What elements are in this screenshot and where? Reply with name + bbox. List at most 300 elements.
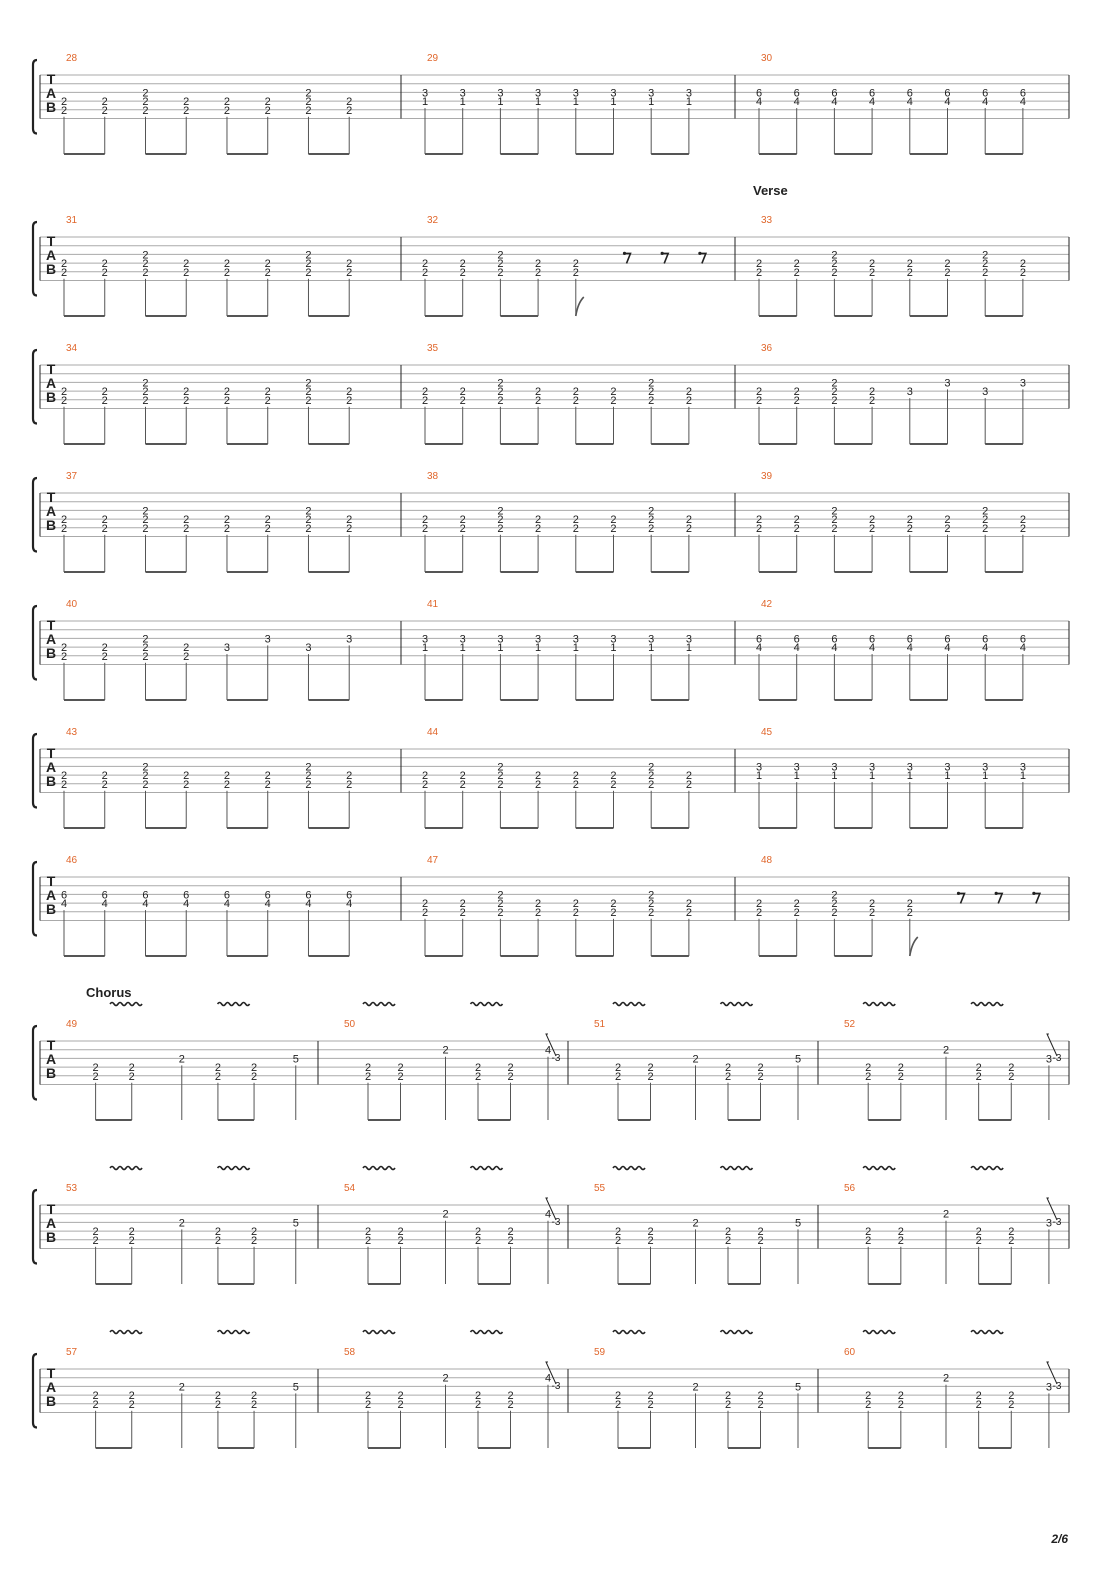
measure bbox=[344, 1003, 568, 1121]
fret-number: 2 bbox=[142, 249, 149, 262]
fret-number: 2 bbox=[214, 1070, 221, 1083]
measure bbox=[422, 599, 735, 700]
fret-number: 2 bbox=[223, 266, 231, 279]
fret-number: 2 bbox=[101, 96, 108, 109]
fret-number: 2 bbox=[757, 1390, 764, 1403]
fret-number: 2 bbox=[535, 394, 542, 407]
fret-number: 2 bbox=[982, 266, 989, 279]
fret-number: 2 bbox=[497, 394, 504, 407]
fret-number: 3 bbox=[535, 87, 542, 100]
fret-number: 2 bbox=[92, 1234, 99, 1247]
fret-number: 3 bbox=[685, 633, 692, 646]
fret-number: 2 bbox=[101, 522, 108, 535]
fret-number: 2 bbox=[535, 386, 542, 399]
fret-number: 2 bbox=[92, 1226, 99, 1239]
measure bbox=[756, 471, 1069, 572]
fret-number: 4 bbox=[944, 96, 951, 109]
fret-number: 2 bbox=[692, 1217, 699, 1230]
fret-number: 4 bbox=[869, 96, 876, 109]
fret-number: 2 bbox=[223, 514, 231, 527]
fret-number: 2 bbox=[757, 1398, 764, 1411]
fret-number: 1 bbox=[421, 642, 429, 655]
vibrato-mark bbox=[218, 1167, 250, 1170]
fret-number: 2 bbox=[535, 906, 542, 919]
fret-number: 2 bbox=[831, 386, 838, 399]
fret-number: 2 bbox=[906, 258, 913, 271]
measure-number: 31 bbox=[66, 215, 78, 226]
fret-number: 6 bbox=[869, 633, 876, 646]
fret-number: 2 bbox=[346, 394, 353, 407]
fret-number: 2 bbox=[497, 761, 504, 774]
vibrato-mark bbox=[471, 1331, 503, 1334]
tab-system bbox=[33, 1331, 1069, 1449]
tab-system bbox=[33, 599, 1069, 700]
measure-number: 55 bbox=[594, 1183, 606, 1194]
tab-system bbox=[33, 53, 1069, 154]
fret-number: 4 bbox=[982, 96, 989, 109]
system-bracket bbox=[33, 862, 37, 936]
vibrato-mark bbox=[110, 1331, 142, 1334]
fret-number: 2 bbox=[865, 1070, 872, 1083]
fret-number: 6 bbox=[982, 87, 989, 100]
fret-number: 2 bbox=[535, 522, 542, 535]
fret-number: 4 bbox=[1019, 96, 1026, 109]
fret-number: 6 bbox=[223, 889, 231, 902]
fret-number: 2 bbox=[685, 394, 692, 407]
fret-number: 2 bbox=[101, 770, 108, 783]
bend-value: -3 bbox=[551, 1217, 561, 1228]
fret-number: 2 bbox=[755, 258, 763, 271]
fret-number: 1 bbox=[1019, 770, 1026, 783]
fret-number: 2 bbox=[223, 778, 231, 791]
fret-number: 4 bbox=[793, 642, 800, 655]
fret-number: 1 bbox=[572, 96, 579, 109]
fret-number: 2 bbox=[178, 1053, 185, 1066]
fret-number: 2 bbox=[459, 906, 466, 919]
fret-number: 2 bbox=[250, 1062, 258, 1075]
tab-clef-letter: B bbox=[45, 1229, 57, 1245]
fret-number: 6 bbox=[305, 889, 312, 902]
fret-number: 6 bbox=[944, 633, 951, 646]
measure-number: 43 bbox=[66, 727, 78, 738]
fret-number: 2 bbox=[305, 770, 312, 783]
fret-number: 2 bbox=[610, 522, 617, 535]
fret-number: 4 bbox=[793, 96, 800, 109]
fret-number: 2 bbox=[305, 505, 312, 518]
fret-number: 3 bbox=[982, 761, 989, 774]
fret-number: 2 bbox=[346, 258, 353, 271]
fret-number: 2 bbox=[906, 514, 913, 527]
fret-number: 2 bbox=[346, 266, 353, 279]
tab-system bbox=[33, 727, 1069, 828]
vibrato-mark bbox=[971, 1167, 1003, 1170]
tab-system bbox=[33, 183, 1069, 316]
fret-number: 4 bbox=[544, 1208, 552, 1221]
measure-number: 44 bbox=[427, 727, 439, 738]
fret-number: 2 bbox=[831, 889, 838, 902]
fret-number: 2 bbox=[614, 1226, 622, 1239]
fret-number: 2 bbox=[60, 642, 68, 655]
tab-clef-letter: B bbox=[45, 389, 57, 405]
fret-number: 4 bbox=[264, 898, 271, 911]
system-bracket bbox=[33, 60, 37, 134]
fret-number: 2 bbox=[60, 96, 68, 109]
tab-clef-letter: T bbox=[46, 873, 56, 889]
fret-number: 3 bbox=[346, 633, 353, 646]
fret-number: 2 bbox=[60, 386, 68, 399]
fret-number: 2 bbox=[572, 778, 579, 791]
system-bracket bbox=[33, 1026, 37, 1100]
fret-number: 2 bbox=[250, 1390, 258, 1403]
fret-number: 2 bbox=[459, 778, 466, 791]
fret-number: 2 bbox=[497, 249, 504, 262]
fret-number: 2 bbox=[648, 778, 655, 791]
fret-number: 2 bbox=[1019, 266, 1026, 279]
measure bbox=[66, 1003, 318, 1121]
fret-number: 2 bbox=[183, 514, 190, 527]
fret-number: 2 bbox=[250, 1070, 258, 1083]
fret-number: 2 bbox=[724, 1398, 732, 1411]
fret-number: 2 bbox=[497, 514, 504, 527]
fret-number: 2 bbox=[755, 266, 763, 279]
tab-clef-letter: A bbox=[45, 887, 57, 903]
fret-number: 2 bbox=[648, 377, 655, 390]
fret-number: 2 bbox=[757, 1226, 764, 1239]
tab-system bbox=[33, 471, 1069, 572]
fret-number: 2 bbox=[101, 386, 108, 399]
fret-number: 2 bbox=[610, 386, 617, 399]
fret-number: 2 bbox=[183, 266, 190, 279]
fret-number: 2 bbox=[101, 266, 108, 279]
fret-number: 2 bbox=[264, 514, 271, 527]
fret-number: 2 bbox=[869, 258, 876, 271]
fret-number: 2 bbox=[757, 1070, 764, 1083]
fret-number: 2 bbox=[183, 642, 190, 655]
fret-number: 2 bbox=[975, 1070, 982, 1083]
fret-number: 2 bbox=[497, 906, 504, 919]
fret-number: 2 bbox=[614, 1234, 622, 1247]
fret-number: 2 bbox=[264, 258, 271, 271]
fret-number: 2 bbox=[942, 1372, 950, 1385]
fret-number: 2 bbox=[1019, 514, 1026, 527]
fret-number: 2 bbox=[92, 1070, 99, 1083]
fret-number: 2 bbox=[755, 386, 763, 399]
fret-number: 2 bbox=[305, 87, 312, 100]
fret-number: 2 bbox=[831, 249, 838, 262]
fret-number: 4 bbox=[142, 898, 149, 911]
measure bbox=[422, 727, 735, 828]
tab-clef-letter: B bbox=[45, 517, 57, 533]
fret-number: 2 bbox=[944, 514, 951, 527]
fret-number: 2 bbox=[142, 642, 149, 655]
fret-number: 2 bbox=[264, 770, 271, 783]
fret-number: 3 bbox=[1045, 1053, 1052, 1066]
fret-number: 2 bbox=[647, 1062, 654, 1075]
fret-number: 2 bbox=[474, 1062, 482, 1075]
fret-number: 2 bbox=[572, 906, 579, 919]
fret-number: 2 bbox=[305, 104, 312, 117]
measure bbox=[756, 599, 1069, 700]
fret-number: 2 bbox=[942, 1208, 950, 1221]
fret-number: 6 bbox=[264, 889, 271, 902]
measure bbox=[61, 727, 401, 828]
fret-number: 3 bbox=[459, 633, 466, 646]
tab-clef-letter: A bbox=[45, 1379, 57, 1395]
fret-number: 2 bbox=[142, 761, 149, 774]
fret-number: 2 bbox=[648, 770, 655, 783]
fret-number: 2 bbox=[610, 906, 617, 919]
fret-number: 2 bbox=[264, 778, 271, 791]
tab-clef-letter: A bbox=[45, 1215, 57, 1231]
fret-number: 6 bbox=[906, 633, 913, 646]
measure-number: 40 bbox=[66, 599, 78, 610]
fret-number: 6 bbox=[346, 889, 353, 902]
fret-number: 6 bbox=[982, 633, 989, 646]
fret-number: 3 bbox=[1019, 377, 1026, 390]
fret-number: 2 bbox=[942, 1044, 950, 1057]
fret-number: 6 bbox=[60, 889, 68, 902]
fret-number: 2 bbox=[507, 1226, 514, 1239]
fret-number: 2 bbox=[364, 1398, 372, 1411]
fret-number: 3 bbox=[421, 633, 429, 646]
fret-number: 2 bbox=[869, 522, 876, 535]
fret-number: 2 bbox=[1008, 1398, 1015, 1411]
measure bbox=[61, 855, 401, 956]
fret-number: 2 bbox=[507, 1390, 514, 1403]
fret-number: 2 bbox=[535, 266, 542, 279]
tab-clef-letter: A bbox=[45, 85, 57, 101]
fret-number: 4 bbox=[944, 642, 951, 655]
fret-number: 2 bbox=[944, 258, 951, 271]
fret-number: 1 bbox=[421, 96, 429, 109]
measure bbox=[422, 855, 735, 956]
vibrato-mark bbox=[863, 1167, 895, 1170]
fret-number: 2 bbox=[459, 514, 466, 527]
fret-number: 2 bbox=[142, 394, 149, 407]
fret-number: 6 bbox=[142, 889, 149, 902]
measure bbox=[422, 343, 735, 444]
measure-number: 48 bbox=[761, 855, 773, 866]
fret-number: 4 bbox=[183, 898, 190, 911]
fret-number: 2 bbox=[572, 266, 579, 279]
fret-number: 2 bbox=[101, 514, 108, 527]
fret-number: 2 bbox=[982, 522, 989, 535]
tab-clef-letter: B bbox=[45, 99, 57, 115]
tab-clef-letter: T bbox=[46, 71, 56, 87]
fret-number: 2 bbox=[142, 96, 149, 109]
vibrato-mark bbox=[721, 1003, 753, 1006]
fret-number: 2 bbox=[397, 1390, 404, 1403]
fret-number: 2 bbox=[647, 1226, 654, 1239]
system-bracket bbox=[33, 1190, 37, 1264]
fret-number: 2 bbox=[421, 394, 429, 407]
fret-number: 2 bbox=[142, 633, 149, 646]
fret-number: 2 bbox=[982, 258, 989, 271]
fret-number: 2 bbox=[648, 906, 655, 919]
fret-number: 2 bbox=[223, 386, 231, 399]
fret-number: 2 bbox=[497, 778, 504, 791]
fret-number: 1 bbox=[831, 770, 838, 783]
fret-number: 2 bbox=[142, 104, 149, 117]
fret-number: 2 bbox=[250, 1234, 258, 1247]
fret-number: 4 bbox=[869, 642, 876, 655]
bend-value: -3 bbox=[1052, 1217, 1062, 1228]
fret-number: 2 bbox=[264, 104, 271, 117]
fret-number: 2 bbox=[647, 1070, 654, 1083]
measure-number: 53 bbox=[66, 1183, 78, 1194]
measure bbox=[422, 215, 735, 316]
tab-clef-letter: A bbox=[45, 247, 57, 263]
fret-number: 1 bbox=[497, 642, 504, 655]
fret-number: 5 bbox=[292, 1217, 299, 1230]
fret-number: 2 bbox=[264, 386, 271, 399]
fret-number: 3 bbox=[535, 633, 542, 646]
measure bbox=[344, 1331, 568, 1449]
fret-number: 2 bbox=[535, 898, 542, 911]
tab-clef-letter: T bbox=[46, 617, 56, 633]
fret-number: 2 bbox=[264, 394, 271, 407]
fret-number: 2 bbox=[572, 770, 579, 783]
fret-number: 2 bbox=[60, 514, 68, 527]
fret-number: 2 bbox=[648, 889, 655, 902]
fret-number: 2 bbox=[755, 898, 763, 911]
vibrato-mark bbox=[471, 1003, 503, 1006]
fret-number: 2 bbox=[648, 898, 655, 911]
fret-number: 2 bbox=[397, 1226, 404, 1239]
tab-clef-letter: T bbox=[46, 1365, 56, 1381]
tab-clef-letter: T bbox=[46, 1037, 56, 1053]
fret-number: 2 bbox=[535, 778, 542, 791]
fret-number: 2 bbox=[128, 1234, 135, 1247]
fret-number: 3 bbox=[223, 642, 231, 655]
fret-number: 2 bbox=[685, 386, 692, 399]
measure-number: 34 bbox=[66, 343, 78, 354]
fret-number: 2 bbox=[869, 906, 876, 919]
tab-clef-letter: T bbox=[46, 489, 56, 505]
tab-clef-letter: B bbox=[45, 1065, 57, 1081]
fret-number: 3 bbox=[944, 761, 951, 774]
fret-number: 5 bbox=[794, 1053, 802, 1066]
tab-clef-letter: T bbox=[46, 361, 56, 377]
fret-number: 2 bbox=[535, 258, 542, 271]
fret-number: 2 bbox=[865, 1398, 872, 1411]
fret-number: 2 bbox=[183, 96, 190, 109]
tab-system bbox=[33, 1167, 1069, 1285]
fret-number: 2 bbox=[92, 1398, 99, 1411]
fret-number: 2 bbox=[223, 770, 231, 783]
tab-clef-letter: B bbox=[45, 1393, 57, 1409]
fret-number: 2 bbox=[421, 778, 429, 791]
fret-number: 2 bbox=[459, 898, 466, 911]
fret-number: 2 bbox=[250, 1226, 258, 1239]
measure bbox=[756, 855, 1069, 956]
fret-number: 2 bbox=[869, 386, 876, 399]
fret-number: 3 bbox=[755, 761, 763, 774]
fret-number: 3 bbox=[1045, 1217, 1052, 1230]
vibrato-mark bbox=[613, 1331, 645, 1334]
fret-number: 6 bbox=[793, 87, 800, 100]
fret-number: 2 bbox=[831, 394, 838, 407]
fret-number: 2 bbox=[685, 514, 692, 527]
fret-number: 2 bbox=[755, 394, 763, 407]
fret-number: 2 bbox=[223, 258, 231, 271]
fret-number: 5 bbox=[794, 1381, 802, 1394]
fret-number: 2 bbox=[101, 104, 108, 117]
tab-clef-letter: A bbox=[45, 503, 57, 519]
fret-number: 2 bbox=[305, 258, 312, 271]
fret-number: 2 bbox=[614, 1070, 622, 1083]
fret-number: 2 bbox=[183, 778, 190, 791]
measure-number: 58 bbox=[344, 1347, 356, 1358]
fret-number: 2 bbox=[610, 898, 617, 911]
fret-number: 2 bbox=[60, 778, 68, 791]
fret-number: 2 bbox=[648, 386, 655, 399]
fret-number: 2 bbox=[305, 394, 312, 407]
fret-number: 2 bbox=[305, 522, 312, 535]
fret-number: 3 bbox=[906, 386, 913, 399]
system-bracket bbox=[33, 734, 37, 808]
fret-number: 2 bbox=[507, 1398, 514, 1411]
fret-number: 2 bbox=[421, 258, 429, 271]
fret-number: 2 bbox=[831, 266, 838, 279]
fret-number: 2 bbox=[92, 1062, 99, 1075]
fret-number: 2 bbox=[142, 778, 149, 791]
measure bbox=[594, 1167, 818, 1285]
measure-number: 49 bbox=[66, 1019, 78, 1030]
fret-number: 2 bbox=[442, 1208, 449, 1221]
vibrato-mark bbox=[971, 1331, 1003, 1334]
fret-number: 2 bbox=[178, 1381, 185, 1394]
fret-number: 4 bbox=[906, 96, 913, 109]
system-bracket bbox=[33, 222, 37, 296]
fret-number: 6 bbox=[906, 87, 913, 100]
fret-number: 1 bbox=[535, 642, 542, 655]
fret-number: 1 bbox=[497, 96, 504, 109]
fret-number: 2 bbox=[346, 770, 353, 783]
fret-number: 3 bbox=[264, 633, 271, 646]
vibrato-mark bbox=[471, 1167, 503, 1170]
fret-number: 2 bbox=[831, 906, 838, 919]
fret-number: 2 bbox=[346, 778, 353, 791]
measure-number: 29 bbox=[427, 53, 439, 64]
fret-number: 2 bbox=[897, 1070, 904, 1083]
fret-number: 2 bbox=[264, 522, 271, 535]
fret-number: 2 bbox=[572, 394, 579, 407]
fret-number: 2 bbox=[897, 1062, 904, 1075]
measure bbox=[844, 1331, 1069, 1449]
fret-number: 2 bbox=[793, 522, 800, 535]
fret-number: 2 bbox=[364, 1226, 372, 1239]
fret-number: 4 bbox=[906, 642, 913, 655]
fret-number: 2 bbox=[421, 898, 429, 911]
tab-clef-letter: B bbox=[45, 645, 57, 661]
tab-system bbox=[33, 855, 1069, 956]
fret-number: 2 bbox=[128, 1062, 135, 1075]
bend-value: -3 bbox=[1052, 1381, 1062, 1392]
fret-number: 2 bbox=[685, 522, 692, 535]
measure-number: 35 bbox=[427, 343, 439, 354]
fret-number: 2 bbox=[305, 377, 312, 390]
fret-number: 2 bbox=[305, 386, 312, 399]
fret-number: 2 bbox=[214, 1226, 221, 1239]
fret-number: 2 bbox=[648, 522, 655, 535]
fret-number: 2 bbox=[793, 906, 800, 919]
vibrato-mark bbox=[613, 1003, 645, 1006]
fret-number: 2 bbox=[264, 266, 271, 279]
fret-number: 2 bbox=[757, 1062, 764, 1075]
measure-number: 56 bbox=[844, 1183, 856, 1194]
fret-number: 2 bbox=[497, 377, 504, 390]
